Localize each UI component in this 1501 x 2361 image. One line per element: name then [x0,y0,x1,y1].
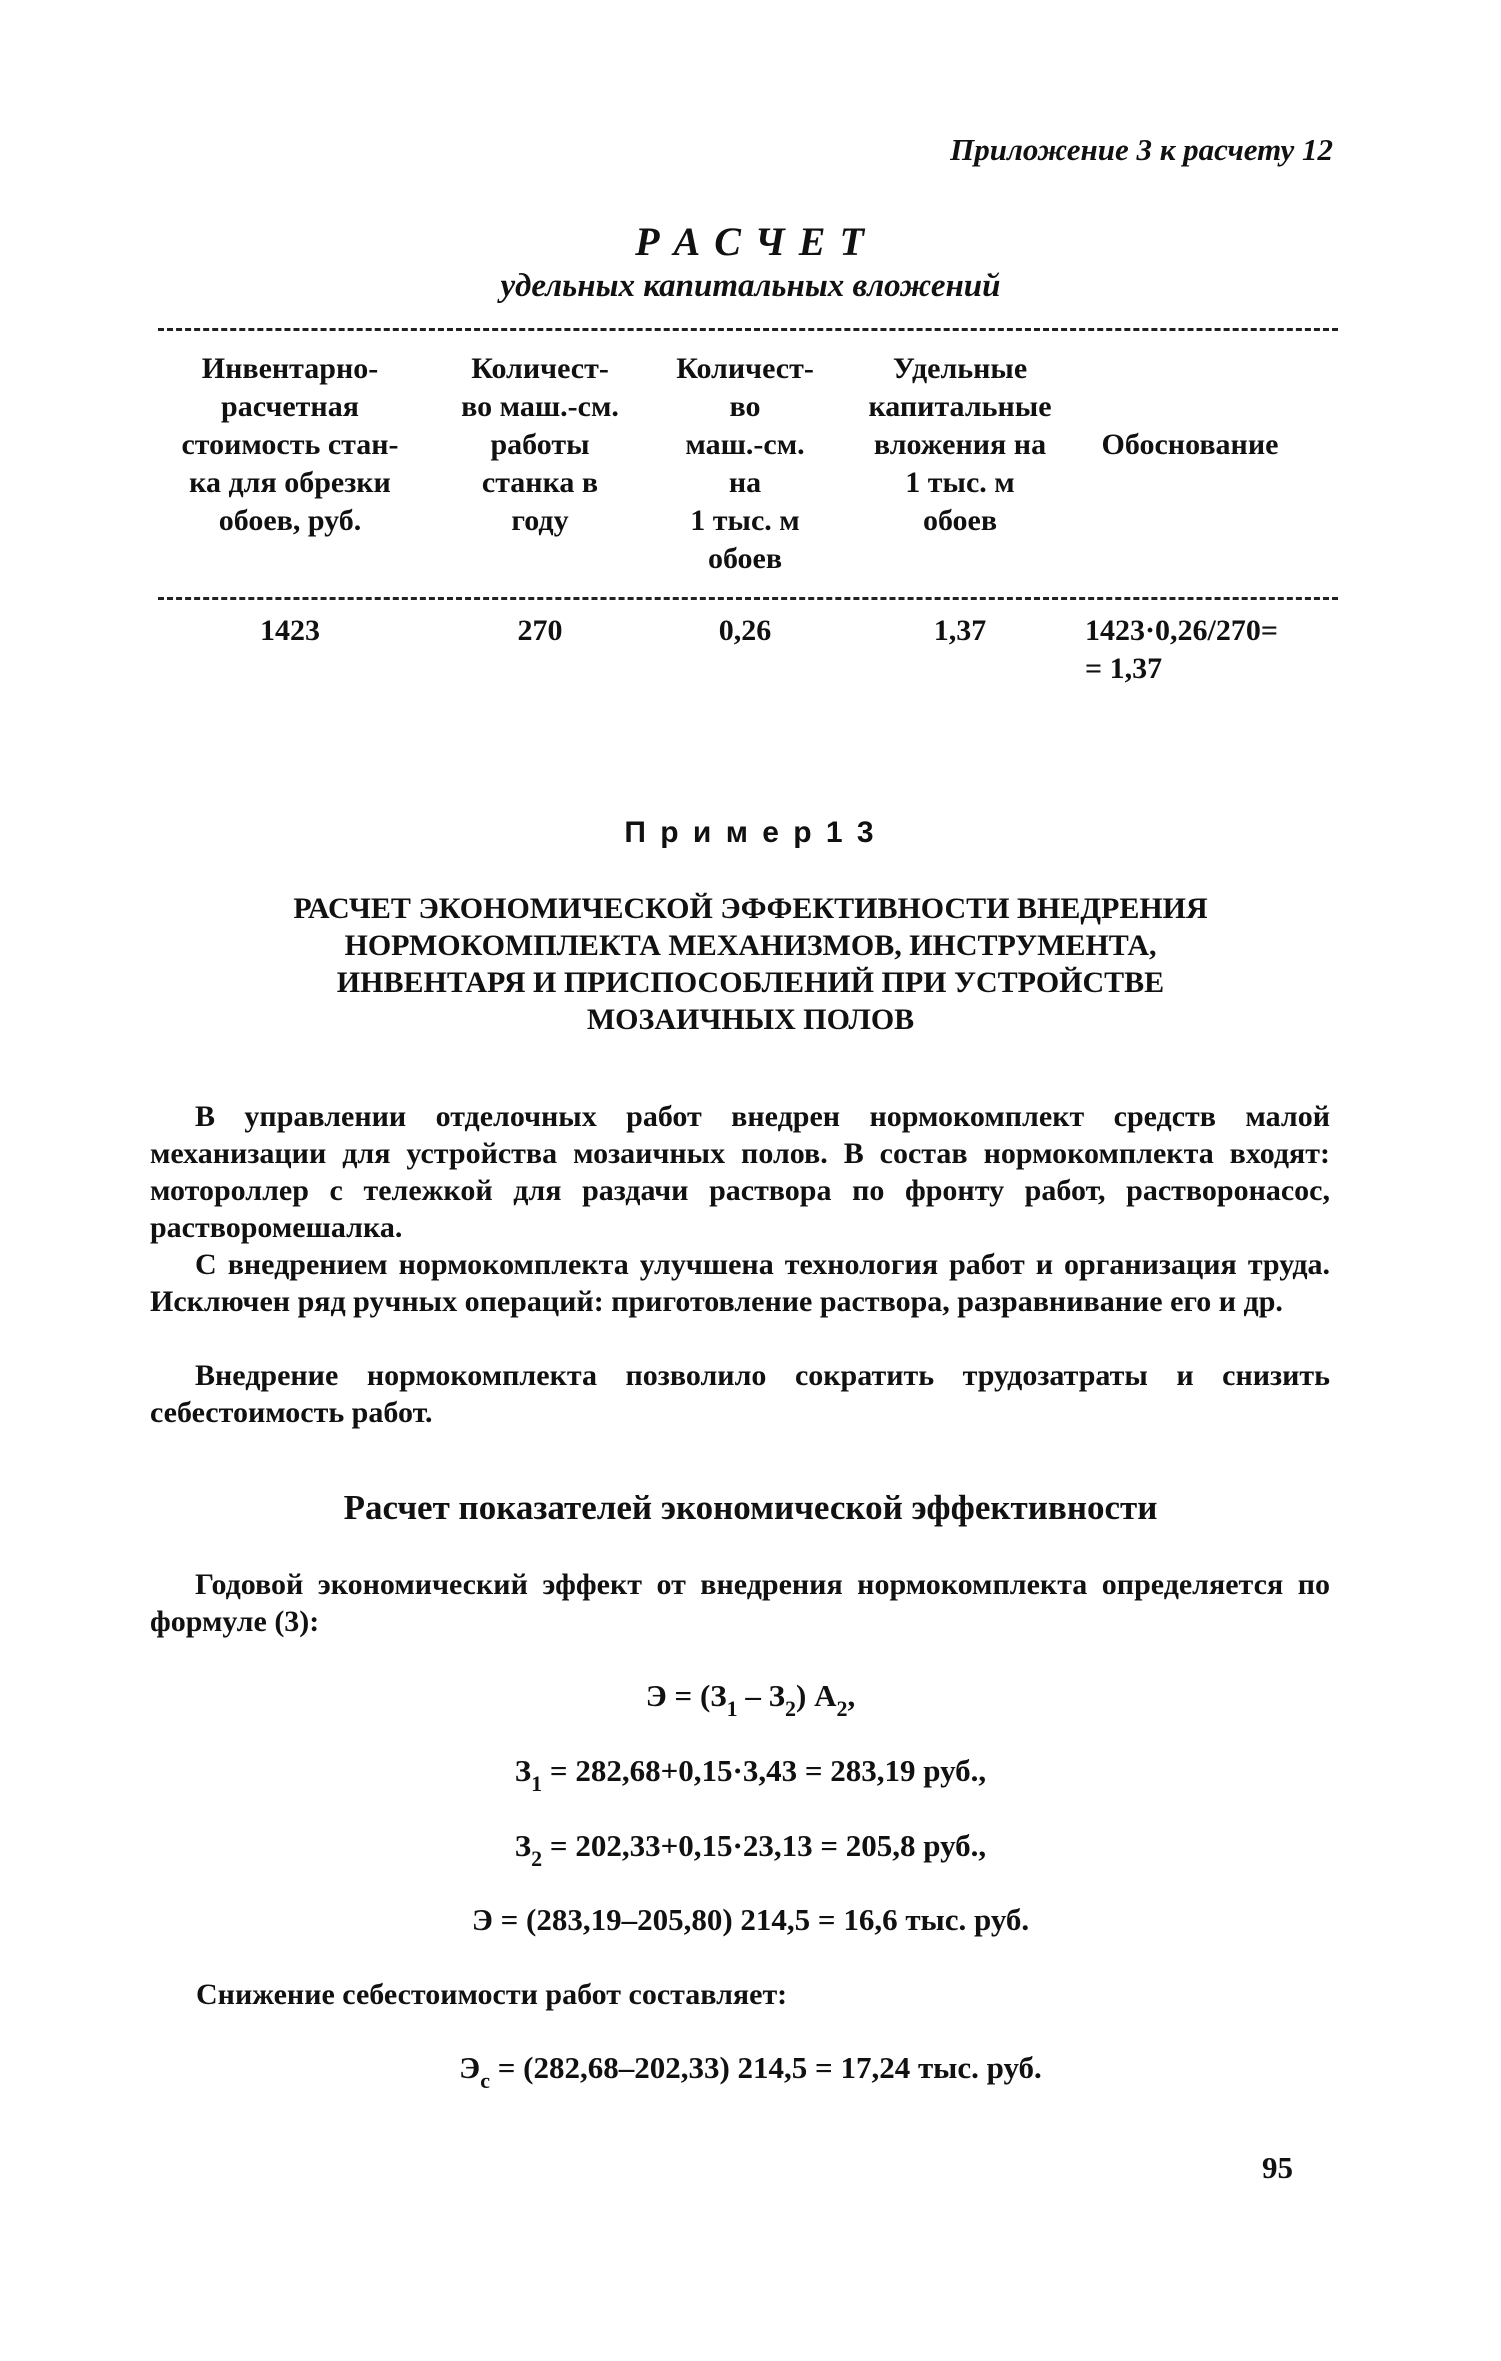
header-line: капитальные [868,390,1052,423]
justification-line: 1423·0,26/270= [1085,614,1278,647]
justification-line: = 1,37 [1085,652,1163,685]
cell-specific-investment: 1,37 [933,614,987,647]
formula-effect [0,1678,1501,1722]
header-line: маш.-см. [685,428,805,461]
formula-part: ) А [796,1678,837,1713]
header-line: обоев [707,542,783,575]
subscript: 1 [531,1771,543,1796]
cell-cost: 1423 [260,614,320,647]
header-col-5 [1080,426,1300,464]
header-line: расчетная [221,390,359,423]
paragraph: С внедрением нормокомплекта улучшена технология работ и организация труда. Исключен ряд ручных операций: приготовление раствора, разравнивание его и др. [150,1248,1330,1318]
calc-title: Р А С Ч Е Т [635,219,866,264]
header-line: 1 тыс. м [690,504,800,537]
header-col-4 [850,350,1070,540]
header-line: обоев [922,504,998,537]
formula-part: З [514,1828,532,1863]
table-mid-rule [158,597,1338,600]
header-line: Количест- [676,352,814,385]
subscript: 2 [531,1846,543,1871]
subscript: с [480,2068,490,2093]
header-line: на [728,466,762,499]
header-line: работы [490,428,590,461]
formula-intro: Годовой экономический эффект от внедрения нормокомплекта определяется по формуле (3): [150,1568,1330,1638]
subscript: 2 [785,1696,797,1721]
example-label: П р и м е р 1 3 [624,816,877,849]
formula-cost-reduction [0,2050,1501,2094]
formula-part: З [514,1753,532,1788]
title-line: ИНВЕНТАРЯ И ПРИСПОСОБЛЕНИЙ ПРИ УСТРОЙСТВЕ [336,966,1165,999]
header-line: Количест- [471,352,609,385]
title-line: НОРМОКОМПЛЕКТА МЕХАНИЗМОВ, ИНСТРУМЕНТА, [344,929,1157,962]
appendix-label: Приложение 3 к расчету 12 [950,132,1333,167]
formula-z1 [0,1753,1501,1797]
example-title [0,890,1501,1038]
formula-part: = 282,68+0,15·3,43 = 283,19 руб., [542,1753,987,1788]
title-line: МОЗАИЧНЫХ ПОЛОВ [586,1003,915,1036]
section-title: Расчет показателей экономической эффективности [343,1488,1158,1527]
header-line: Инвентарно- [201,352,379,385]
header-col-3 [660,350,830,578]
formula-part: , [847,1678,856,1713]
formula-effect-result: Э = (283,19–205,80) 214,5 = 16,6 тыс. руб. [471,1902,1030,1937]
header-line: обоев, руб. [218,504,362,537]
header-line: Удельные [892,352,1028,385]
page-number: 95 [1262,2150,1293,2185]
formula-part: Э = (З [645,1678,727,1713]
header-line: станка в [481,466,599,499]
calc-subtitle: удельных капитальных вложений [500,268,1001,304]
formula-z2 [0,1828,1501,1872]
header-line: году [511,504,569,537]
header-line: ка для обрезки [189,466,391,499]
header-line: во [729,390,761,423]
title-line: РАСЧЕТ ЭКОНОМИЧЕСКОЙ ЭФФЕКТИВНОСТИ ВНЕДРЕНИЯ [293,892,1208,925]
formula-part: Э [459,2050,481,2085]
subscript: 1 [726,1696,738,1721]
formula-part: = (282,68–202,33) 214,5 = 17,24 тыс. руб. [489,2050,1042,2085]
header-line: вложения на [873,428,1047,461]
cell-shifts-per-thousand: 0,26 [718,614,772,647]
subscript: 2 [836,1696,848,1721]
header-line: 1 тыс. м [905,466,1015,499]
header-col-1 [170,350,410,540]
header-line: во маш.-см. [461,390,619,423]
reduction-intro: Снижение себестоимости работ составляет: [196,1978,788,2011]
cell-shifts-per-year: 270 [517,614,563,647]
header-line: стоимость стан- [181,428,399,461]
paragraph: В управлении отделочных работ внедрен нормокомплект средств малой механизации для устройства мозаичных полов. В состав нормокомплекта входят: мотороллер с тележкой для раздачи раствора по фронту работ, растворонасос, растворомешалка. [150,1100,1330,1244]
paragraph: Внедрение нормокомплекта позволило сократить трудозатраты и снизить себестоимость работ. [150,1359,1330,1429]
formula-part: – З [737,1678,786,1713]
cell-justification [1085,612,1345,688]
formula-part: = 202,33+0,15·23,13 = 205,8 руб., [542,1828,987,1863]
header-line: Обоснование [1101,428,1279,461]
header-col-2 [430,350,650,540]
table-top-rule [158,328,1338,331]
